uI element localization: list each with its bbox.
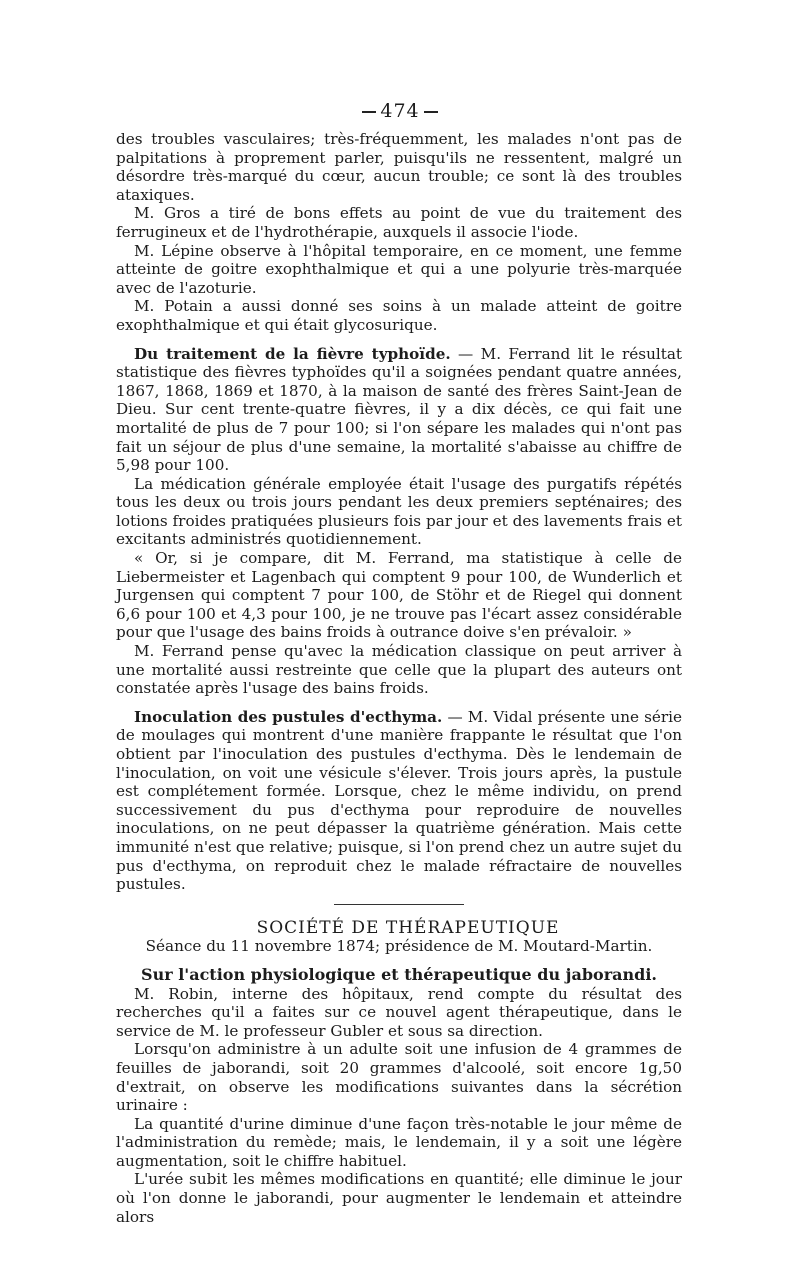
paragraph: des troubles vasculaires; très-fréquemment, les malades n'ont pas de palpitations à proprement parler, puisqu'ils ne ressentent, malgré un désordre très-marqué du cœur, aucun trouble; ce sont là des troubles ataxiques. <box>116 130 682 204</box>
page-number <box>0 100 800 122</box>
seance-line: Séance du 11 novembre 1874; présidence de M. Moutard-Martin. <box>145 937 653 956</box>
spacer <box>116 698 682 708</box>
paragraph: M. Robin, interne des hôpitaux, rend compte du résultat des recherches qu'il a faites sur ce nouvel agent thérapeutique, dans le service de M. le professeur Gubler et sous sa direction. <box>116 984 682 1040</box>
section-heading: Du traitement de la fièvre typhoïde. <box>134 344 451 363</box>
section-ecthyma <box>116 708 682 894</box>
divider-rule <box>334 904 464 905</box>
section-text: — M. Ferrand lit le résultat statistique des fièvres typhoïdes qu'il a soignées pendant quatre années, 1867, 1868, 1869 et 1870, à la maison de santé des frères Saint-Jean de Dieu. Sur cent trente-quatre fièvres, il y a dix décès, ce qui fait une mortalité de plus de 7 pour 100; si l'on sépare les malades qui n'ont pas fait un séjour de plus d'une semaine, la mortalité s'abaisse au chiffre de 5,98 pour 100. <box>116 344 682 475</box>
paragraph: La médication générale employée était l'usage des purgatifs répétés tous les deux ou trois jours pendant les deux premiers septénaires; des lotions froides pratiquées plusieurs fois par jour et des lavements frais et excitants administrés quotidiennement. <box>116 474 682 549</box>
page-number-dash-right <box>424 111 438 113</box>
page-number-text: 474 <box>380 100 420 122</box>
paragraph: La quantité d'urine diminue d'une façon très-notable le jour même de l'administration du remède; mais, le lendemain, il y a soit une légère augmentation, soit le chiffre habituel. <box>116 1114 682 1170</box>
paragraph: M. Lépine observe à l'hôpital temporaire, en ce moment, une femme atteinte de goitre exophthalmique et qui a une polyurie très-marquée avec de l'azoturie. <box>116 241 682 297</box>
paragraph: L'urée subit les mêmes modifications en quantité; elle diminue le jour où l'on donne le jaborandi, pour augmenter le lendemain et atteindre alors <box>116 1170 682 1226</box>
section-heading: Sur l'action physiologique et thérapeutique du jaborandi. <box>141 964 657 984</box>
paragraph: M. Ferrand pense qu'avec la médication classique on peut arriver à une mortalité aussi restreinte que celle que la plupart des auteurs ont constatée après l'usage des bains froids. <box>116 642 682 698</box>
paragraph: M. Gros a tiré de bons effets au point de vue du traitement des ferrugineux et de l'hydrothérapie, auxquels il associe l'iode. <box>116 204 682 241</box>
section-heading: Inoculation des pustules d'ecthyma. <box>134 707 443 726</box>
society-title: SOCIÉTÉ DE THÉRAPEUTIQUE <box>256 917 560 938</box>
section-text: — M. Vidal présente une série de moulages qui montrent d'une manière frappante le résultat que l'on obtient par l'inoculation des pustules d'ecthyma. Dès le lendemain de l'inoculation, on voit une vésicule s'élever. Trois jours après, la pustule est complétement formée. Lorsque, chez le même individu, on prend successivement du pus d'ecthyma pour reproduire de nouvelles inoculations, on ne peut dépasser la quatrième génération. Mais cette immunité n'est que relative; puisque, si l'on prend chez un autre sujet du pus d'ecthyma, on reproduit chez le malade réfractaire de nouvelles pustules. <box>116 707 682 894</box>
paragraph: Lorsqu'on administre à un adulte soit une infusion de 4 grammes de feuilles de jaborandi, soit 20 grammes d'alcoolé, soit encore 1g,50 d'extrait, on observe les modifications suivantes dans la sécrétion urinaire : <box>116 1040 682 1115</box>
paragraph: « Or, si je compare, dit M. Ferrand, ma statistique à celle de Liebermeister et Lagenbach qui comptent 9 pour 100, de Wunderlich et Jurgensen qui comptent 7 pour 100, de Stöhr et de Riegel qui donnent 6,6 pour 100 et 4,3 pour 100, je ne trouve pas l'écart assez considérable pour que l'usage des bains froids à outrance doive s'en prévaloir. » <box>116 549 682 642</box>
paragraph: M. Potain a aussi donné ses soins à un malade atteint de goitre exophthalmique et qui était glycosurique. <box>116 297 682 334</box>
page-number-dash-left <box>362 111 376 113</box>
page-content <box>116 130 682 1226</box>
section-typhoide <box>116 345 682 475</box>
spacer <box>116 335 682 345</box>
